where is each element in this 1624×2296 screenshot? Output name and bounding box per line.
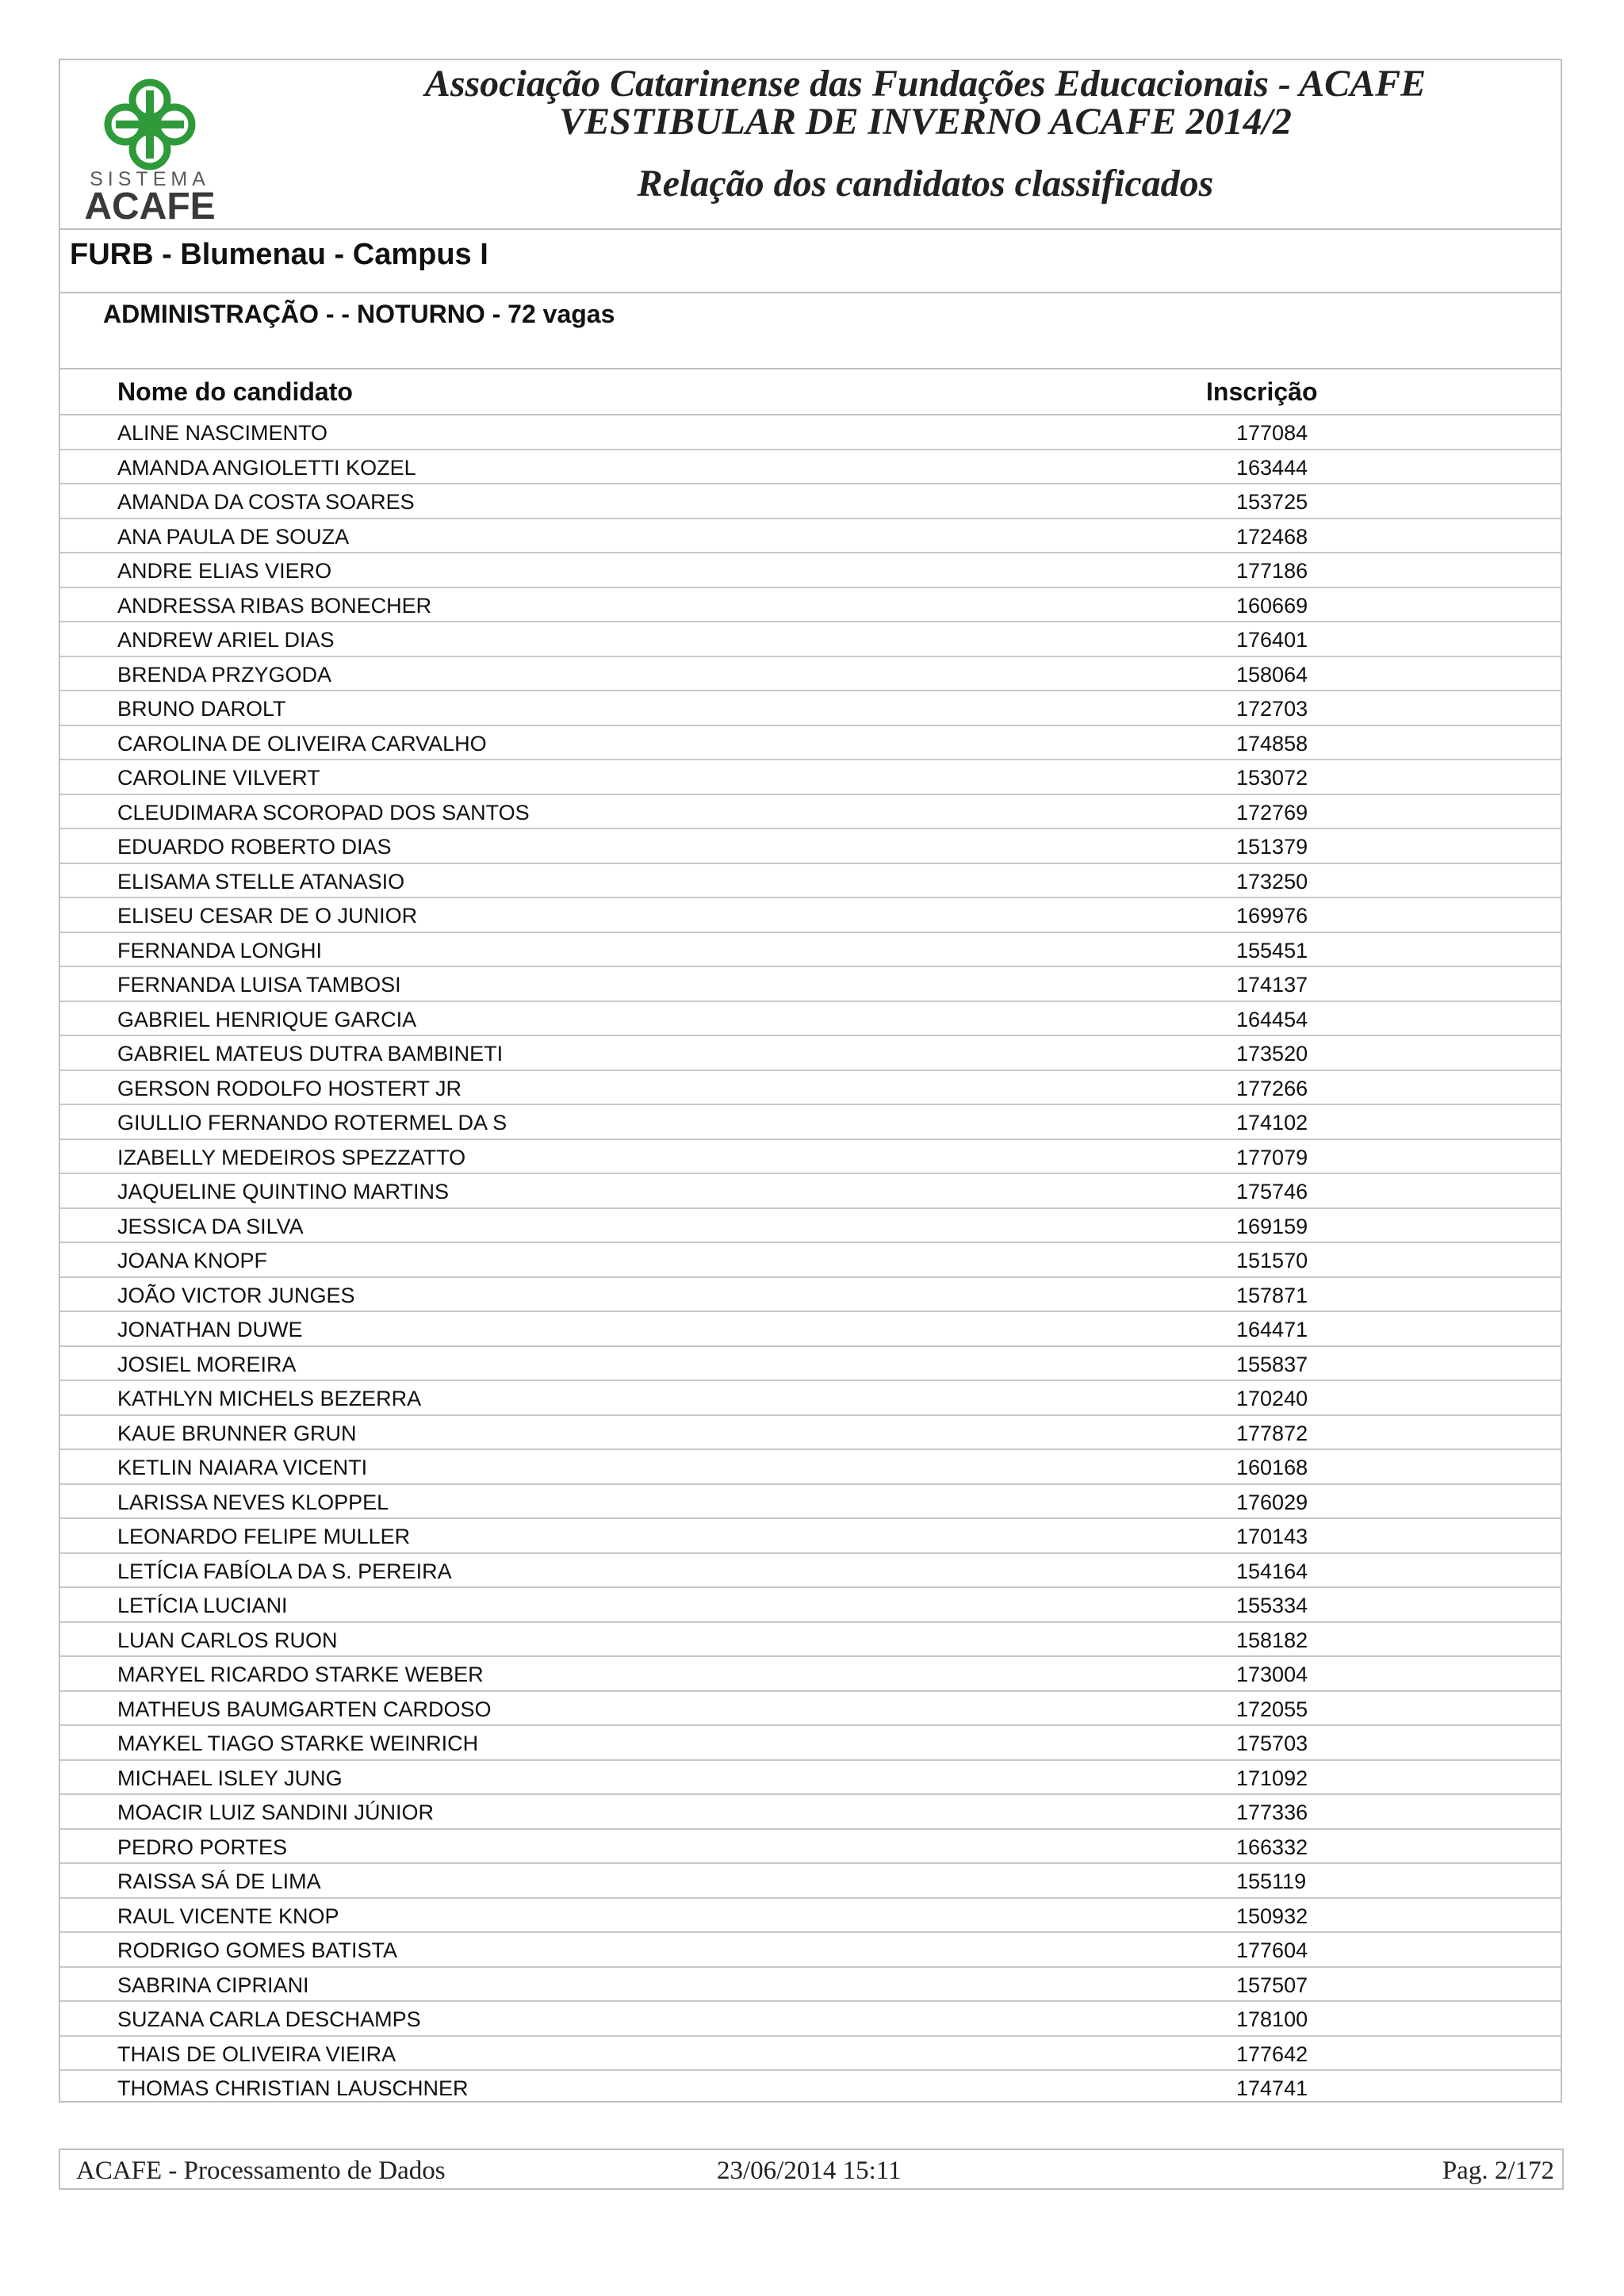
candidate-name: BRUNO DAROLT: [117, 697, 286, 721]
table-row: [60, 657, 1561, 692]
table-row: [60, 1071, 1561, 1106]
candidate-inscricao: 151570: [1236, 1249, 1308, 1272]
table-row: [60, 1312, 1561, 1347]
candidate-name: LETÍCIA FABÍOLA DA S. PEREIRA: [117, 1559, 452, 1583]
candidate-inscricao: 172703: [1236, 697, 1308, 721]
candidate-inscricao: 176401: [1236, 628, 1308, 652]
institution-name: FURB - Blumenau - Campus I: [70, 238, 488, 271]
table-row: [60, 2037, 1561, 2072]
candidate-inscricao: 173250: [1236, 869, 1308, 894]
candidate-name: KETLIN NAIARA VICENTI: [117, 1456, 368, 1479]
candidate-name: KAUE BRUNNER GRUN: [117, 1421, 357, 1445]
table-header: [60, 369, 1561, 415]
table-row: [60, 1726, 1561, 1761]
candidate-name: MOACIR LUIZ SANDINI JÚNIOR: [117, 1800, 435, 1824]
candidate-inscricao: 177336: [1236, 1800, 1308, 1824]
course-section: [60, 293, 1561, 369]
candidate-inscricao: 163444: [1236, 455, 1308, 480]
table-row: [60, 967, 1561, 1002]
candidate-inscricao: 172769: [1236, 800, 1308, 825]
table-row: [60, 1416, 1561, 1451]
candidate-name: JONATHAN DUWE: [117, 1318, 303, 1341]
candidate-inscricao: 177604: [1236, 1938, 1308, 1962]
candidate-name: ANDRE ELIAS VIERO: [117, 559, 332, 583]
footer-timestamp: 23/06/2014 15:11: [717, 2156, 902, 2185]
table-row: [60, 1795, 1561, 1830]
table-row: [60, 1933, 1561, 1968]
candidate-name: BRENDA PRZYGODA: [117, 662, 332, 687]
column-header-inscricao: Inscrição: [1206, 377, 1318, 406]
candidate-inscricao: 155837: [1236, 1352, 1308, 1376]
candidate-inscricao: 175703: [1236, 1732, 1308, 1755]
candidate-name: THOMAS CHRISTIAN LAUSCHNER: [117, 2076, 469, 2100]
institution-section: [60, 230, 1561, 293]
table-row: [60, 1899, 1561, 1934]
table-row: [60, 1864, 1561, 1899]
table-row: [60, 519, 1561, 554]
candidate-name: ANA PAULA DE SOUZA: [117, 524, 350, 549]
candidate-inscricao: 155119: [1236, 1869, 1307, 1893]
candidate-name: KATHLYN MICHELS BEZERRA: [117, 1387, 422, 1410]
table-row: [60, 1347, 1561, 1382]
candidate-name: AMANDA DA COSTA SOARES: [117, 490, 415, 514]
candidate-name: ALINE NASCIMENTO: [117, 421, 328, 445]
candidate-name: CAROLINA DE OLIVEIRA CARVALHO: [117, 731, 487, 756]
table-row: [60, 1140, 1561, 1175]
candidate-inscricao: 174741: [1236, 2076, 1308, 2100]
candidate-name: RODRIGO GOMES BATISTA: [117, 1938, 398, 1962]
table-row: [60, 1105, 1561, 1140]
table-row: [60, 1450, 1561, 1485]
header-title-line2: VESTIBULAR DE INVERNO ACAFE 2014/2: [559, 101, 1292, 143]
candidate-name: RAUL VICENTE KNOP: [117, 1904, 339, 1928]
course-name: ADMINISTRAÇÃO - - NOTURNO - 72 vagas: [103, 300, 615, 328]
candidate-inscricao: 177186: [1236, 559, 1308, 583]
footer-left: ACAFE - Processamento de Dados: [76, 2156, 446, 2185]
candidate-name: GABRIEL MATEUS DUTRA BAMBINETI: [117, 1042, 504, 1066]
candidate-name: JESSICA DA SILVA: [117, 1214, 304, 1238]
candidate-inscricao: 170240: [1236, 1387, 1308, 1410]
candidate-inscricao: 177872: [1236, 1421, 1308, 1445]
header-title-line1: Associação Catarinense das Fundações Educacionais - ACAFE: [424, 63, 1427, 105]
candidate-inscricao: 158064: [1236, 662, 1308, 687]
candidate-name: MAYKEL TIAGO STARKE WEINRICH: [117, 1732, 479, 1755]
table-row: [60, 1830, 1561, 1865]
candidate-name: JOANA KNOPF: [117, 1249, 268, 1272]
table-row: [60, 1485, 1561, 1520]
candidate-inscricao: 177642: [1236, 2042, 1308, 2066]
candidate-inscricao: 172468: [1236, 524, 1308, 549]
table-row: [60, 795, 1561, 830]
candidate-name: PEDRO PORTES: [117, 1835, 288, 1859]
candidate-name: GERSON RODOLFO HOSTERT JR: [117, 1076, 462, 1100]
table-row: [60, 1761, 1561, 1796]
table-row: [60, 898, 1561, 933]
candidate-inscricao: 160669: [1236, 593, 1308, 618]
candidate-inscricao: 169159: [1236, 1214, 1308, 1238]
candidate-name: FERNANDA LUISA TAMBOSI: [117, 973, 401, 997]
candidate-inscricao: 155334: [1236, 1594, 1308, 1617]
table-row: [60, 1002, 1561, 1037]
table-row: [60, 691, 1561, 726]
document-frame: [59, 59, 1562, 2103]
candidate-name: SUZANA CARLA DESCHAMPS: [117, 2007, 421, 2031]
candidate-name: ANDREW ARIEL DIAS: [117, 628, 335, 652]
candidate-name: LARISSA NEVES KLOPPEL: [117, 1490, 389, 1514]
candidate-name: IZABELLY MEDEIROS SPEZZATTO: [117, 1145, 466, 1169]
candidate-name: EDUARDO ROBERTO DIAS: [117, 835, 392, 859]
candidate-inscricao: 157507: [1236, 1973, 1308, 1997]
candidate-name: JOSIEL MOREIRA: [117, 1352, 297, 1376]
table-row: [60, 415, 1561, 450]
candidate-name: GIULLIO FERNANDO ROTERMEL DA S: [117, 1111, 508, 1135]
candidate-name: AMANDA ANGIOLETTI KOZEL: [117, 455, 416, 480]
candidate-inscricao: 154164: [1236, 1559, 1308, 1583]
candidate-inscricao: 174858: [1236, 731, 1308, 756]
candidate-name: FERNANDA LONGHI: [117, 938, 323, 962]
table-row: [60, 1623, 1561, 1658]
candidate-inscricao: 160168: [1236, 1456, 1308, 1479]
candidate-inscricao: 174137: [1236, 973, 1308, 997]
candidate-name: ANDRESSA RIBAS BONECHER: [117, 593, 432, 618]
candidate-name: JOÃO VICTOR JUNGES: [117, 1283, 355, 1307]
candidate-inscricao: 171092: [1236, 1766, 1308, 1790]
candidate-inscricao: 173520: [1236, 1042, 1308, 1066]
candidate-name: LUAN CARLOS RUON: [117, 1628, 338, 1652]
table-row: [60, 1278, 1561, 1313]
candidate-inscricao: 169976: [1236, 904, 1308, 928]
candidate-inscricao: 164454: [1236, 1007, 1308, 1031]
header-subtitle: Relação dos candidatos classificados: [637, 163, 1214, 205]
candidate-inscricao: 153072: [1236, 766, 1308, 790]
candidate-inscricao: 174102: [1236, 1111, 1308, 1135]
document-header: [60, 60, 1561, 230]
table-row: [60, 1209, 1561, 1244]
candidate-name: LETÍCIA LUCIANI: [117, 1594, 288, 1617]
candidate-inscricao: 150932: [1236, 1904, 1308, 1928]
candidate-inscricao: 177084: [1236, 421, 1308, 445]
column-header-name: Nome do candidato: [117, 377, 353, 406]
table-row: [60, 622, 1561, 657]
table-row: [60, 1243, 1561, 1278]
table-row: [60, 726, 1561, 761]
acafe-logo-icon: [75, 68, 225, 224]
candidate-name: CLEUDIMARA SCOROPAD DOS SANTOS: [117, 800, 530, 825]
table-row: [60, 1381, 1561, 1416]
candidate-name: THAIS DE OLIVEIRA VIEIRA: [117, 2042, 396, 2066]
candidate-name: MICHAEL ISLEY JUNG: [117, 1766, 343, 1790]
candidate-inscricao: 155451: [1236, 938, 1308, 962]
candidate-inscricao: 178100: [1236, 2007, 1308, 2031]
candidate-table-body: [60, 415, 1561, 2106]
acafe-logo: [75, 68, 225, 224]
table-row: [60, 933, 1561, 968]
candidate-inscricao: 153725: [1236, 490, 1308, 514]
candidate-inscricao: 170143: [1236, 1525, 1308, 1548]
candidate-name: CAROLINE VILVERT: [117, 766, 320, 790]
candidate-inscricao: 166332: [1236, 1835, 1308, 1859]
candidate-name: LEONARDO FELIPE MULLER: [117, 1525, 411, 1548]
table-row: [60, 1657, 1561, 1692]
candidate-name: GABRIEL HENRIQUE GARCIA: [117, 1007, 417, 1031]
table-row: [60, 1588, 1561, 1623]
table-row: [60, 553, 1561, 588]
table-row: [60, 588, 1561, 623]
candidate-inscricao: 151379: [1236, 835, 1308, 859]
table-row: [60, 760, 1561, 795]
candidate-name: MATHEUS BAUMGARTEN CARDOSO: [117, 1697, 492, 1721]
candidate-inscricao: 177079: [1236, 1145, 1308, 1169]
candidate-inscricao: 175746: [1236, 1180, 1308, 1203]
candidate-inscricao: 158182: [1236, 1628, 1308, 1652]
candidate-inscricao: 176029: [1236, 1490, 1308, 1514]
table-row: [60, 1174, 1561, 1209]
candidate-name: ELISEU CESAR DE O JUNIOR: [117, 904, 418, 928]
candidate-name: JAQUELINE QUINTINO MARTINS: [117, 1180, 450, 1203]
table-row: [60, 1554, 1561, 1589]
table-row: [60, 864, 1561, 899]
footer-page-number: Pag. 2/172: [1442, 2156, 1554, 2185]
page-footer: [59, 2149, 1564, 2190]
candidate-name: ELISAMA STELLE ATANASIO: [117, 869, 405, 894]
candidate-name: SABRINA CIPRIANI: [117, 1973, 309, 1997]
logo-text-acafe: ACAFE: [84, 186, 216, 224]
logo-text-sistema: SISTEMA: [90, 168, 210, 190]
candidate-name: MARYEL RICARDO STARKE WEBER: [117, 1663, 484, 1686]
table-row: [60, 1036, 1561, 1071]
candidate-inscricao: 157871: [1236, 1283, 1308, 1307]
candidate-inscricao: 173004: [1236, 1663, 1308, 1686]
table-row: [60, 484, 1561, 519]
table-row: [60, 1692, 1561, 1727]
candidate-inscricao: 172055: [1236, 1697, 1308, 1721]
table-row: [60, 1519, 1561, 1554]
table-row: [60, 2002, 1561, 2037]
candidate-inscricao: 177266: [1236, 1076, 1308, 1100]
table-row: [60, 450, 1561, 485]
candidate-name: RAISSA SÁ DE LIMA: [117, 1869, 321, 1893]
table-row: [60, 1968, 1561, 2003]
table-row: [60, 2071, 1561, 2106]
table-row: [60, 829, 1561, 864]
candidate-inscricao: 164471: [1236, 1318, 1308, 1341]
